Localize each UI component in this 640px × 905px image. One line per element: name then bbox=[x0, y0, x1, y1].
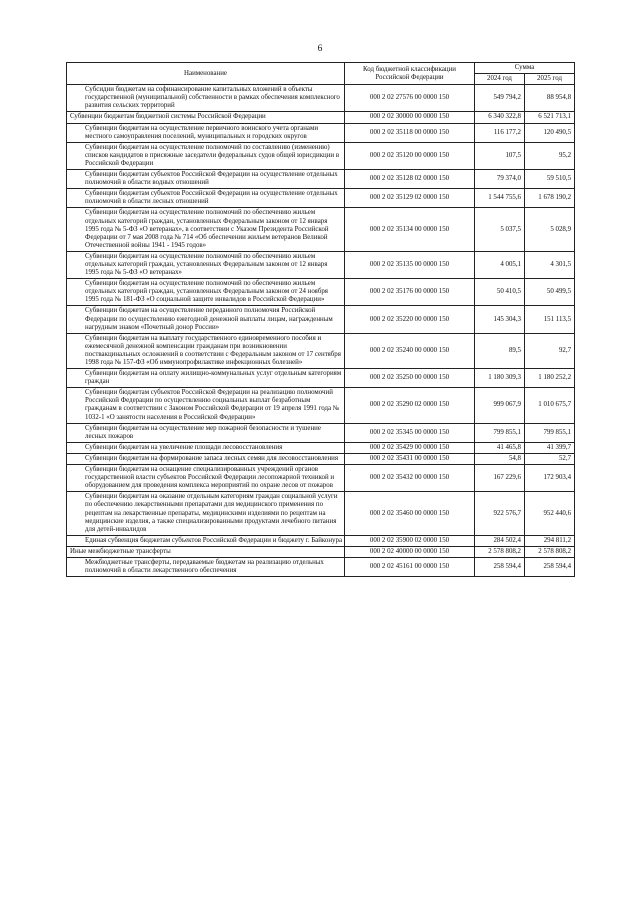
row-value-2025: 5 028,9 bbox=[525, 208, 575, 251]
row-name: Субвенции бюджетам на осуществление полномочий по обеспечению жильем отдельных категорий граждан, установленных Федеральным законом от 12 января 1995 года № 5-ФЗ «О ветеранах» bbox=[67, 251, 345, 278]
row-value-2025: 1 180 252,2 bbox=[525, 369, 575, 388]
table-row bbox=[67, 546, 575, 557]
row-value-2024: 6 340 322,8 bbox=[475, 112, 525, 123]
table-row bbox=[67, 557, 575, 576]
row-value-2024: 799 855,1 bbox=[475, 423, 525, 442]
row-code: 000 2 02 45161 00 0000 150 bbox=[345, 557, 475, 576]
table-row bbox=[67, 208, 575, 251]
row-code: 000 2 02 35460 00 0000 150 bbox=[345, 492, 475, 535]
row-code: 000 2 02 35118 00 0000 150 bbox=[345, 123, 475, 142]
table-row bbox=[67, 442, 575, 453]
row-value-2025: 92,7 bbox=[525, 333, 575, 368]
table-row bbox=[67, 279, 575, 306]
row-code: 000 2 02 35176 00 0000 150 bbox=[345, 279, 475, 306]
row-value-2024: 79 374,0 bbox=[475, 170, 525, 189]
row-code: 000 2 02 40000 00 0000 150 bbox=[345, 546, 475, 557]
header-year-2025: 2025 год bbox=[525, 74, 575, 85]
row-value-2025: 952 440,6 bbox=[525, 492, 575, 535]
table-row bbox=[67, 423, 575, 442]
row-value-2025: 52,7 bbox=[525, 453, 575, 464]
table-header bbox=[67, 63, 575, 85]
row-value-2025: 799 855,1 bbox=[525, 423, 575, 442]
row-name: Иные межбюджетные трансферты bbox=[67, 546, 345, 557]
row-code: 000 2 02 35345 00 0000 150 bbox=[345, 423, 475, 442]
table-row bbox=[67, 112, 575, 123]
row-value-2024: 54,8 bbox=[475, 453, 525, 464]
row-value-2024: 1 544 755,6 bbox=[475, 189, 525, 208]
row-code: 000 2 02 35134 00 0000 150 bbox=[345, 208, 475, 251]
table-row bbox=[67, 369, 575, 388]
row-code: 000 2 02 35220 00 0000 150 bbox=[345, 306, 475, 333]
row-value-2025: 59 510,5 bbox=[525, 170, 575, 189]
row-value-2024: 549 794,2 bbox=[475, 85, 525, 112]
row-name: Субвенции бюджетам на оснащение специализированных учреждений органов государственной власти субъектов Российской Федерации лесопожарной техникой и оборудованием для проведения комплекса мероприятий по охране лесов от пожаров bbox=[67, 465, 345, 492]
row-name: Субвенции бюджетам субъектов Российской Федерации на осуществление отдельных полномочий в области лесных отношений bbox=[67, 189, 345, 208]
row-value-2025: 172 903,4 bbox=[525, 465, 575, 492]
row-value-2024: 2 578 808,2 bbox=[475, 546, 525, 557]
row-value-2025: 151 113,5 bbox=[525, 306, 575, 333]
row-value-2024: 107,5 bbox=[475, 142, 525, 169]
row-code: 000 2 02 30000 00 0000 150 bbox=[345, 112, 475, 123]
row-name: Субвенции бюджетам на оплату жилищно-коммунальных услуг отдельным категориям граждан bbox=[67, 369, 345, 388]
row-value-2025: 50 499,5 bbox=[525, 279, 575, 306]
row-value-2025: 4 301,5 bbox=[525, 251, 575, 278]
row-name: Субвенции бюджетам на осуществление полномочий по обеспечению жильем отдельных категорий граждан, установленных Федеральным законом от 12 января 1995 года № 5-ФЗ «О ветеранах», в соответствии с Указом Президента Российской Федерации от 7 мая 2008 года № 714 «Об обеспечении жильем ветеранов Великой Отечественной войны 1941 - 1945 годов» bbox=[67, 208, 345, 251]
row-value-2025: 294 811,2 bbox=[525, 535, 575, 546]
header-year-2024: 2024 год bbox=[475, 74, 525, 85]
row-value-2024: 999 067,9 bbox=[475, 388, 525, 423]
row-value-2024: 41 465,8 bbox=[475, 442, 525, 453]
row-name: Субвенции бюджетам на осуществление мер пожарной безопасности и тушение лесных пожаров bbox=[67, 423, 345, 442]
table-row bbox=[67, 251, 575, 278]
row-code: 000 2 02 35240 00 0000 150 bbox=[345, 333, 475, 368]
row-name: Субвенции бюджетам на выплату государственного единовременного пособия и ежемесячной денежной компенсации гражданам при возникновении поствакцинальных осложнений в соответствии с Федеральным законом от 17 сентября 1998 года № 157-ФЗ «Об иммунопрофилактике инфекционных болезней» bbox=[67, 333, 345, 368]
row-name: Субвенции бюджетам субъектов Российской Федерации на реализацию полномочий Российской Федерации по осуществлению социальных выплат безработным гражданам в соответствии с Законом Российской Федерации от 19 апреля 1991 года № 1032-1 «О занятости населения в Российской Федерации» bbox=[67, 388, 345, 423]
table-row bbox=[67, 170, 575, 189]
row-value-2024: 284 502,4 bbox=[475, 535, 525, 546]
table-row bbox=[67, 85, 575, 112]
row-code: 000 2 02 27576 00 0000 150 bbox=[345, 85, 475, 112]
table-row bbox=[67, 189, 575, 208]
row-value-2025: 1 010 675,7 bbox=[525, 388, 575, 423]
header-sum: Сумма bbox=[475, 63, 575, 74]
row-name: Субвенции бюджетам бюджетной системы Российской Федерации bbox=[67, 112, 345, 123]
row-name: Субвенции бюджетам на увеличение площади лесовосстановления bbox=[67, 442, 345, 453]
table-row bbox=[67, 492, 575, 535]
row-value-2024: 1 180 309,3 bbox=[475, 369, 525, 388]
table-row bbox=[67, 333, 575, 368]
row-code: 000 2 02 35128 02 0000 150 bbox=[345, 170, 475, 189]
page-number: 6 bbox=[317, 44, 323, 54]
row-value-2025: 2 578 808,2 bbox=[525, 546, 575, 557]
row-code: 000 2 02 35120 00 0000 150 bbox=[345, 142, 475, 169]
row-name: Субвенции бюджетам на осуществление полномочий по составлению (изменению) списков кандидатов в присяжные заседатели федеральных судов общей юрисдикции в Российской Федерации bbox=[67, 142, 345, 169]
row-value-2024: 167 229,6 bbox=[475, 465, 525, 492]
row-name: Субвенции бюджетам на формирование запаса лесных семян для лесовосстановления bbox=[67, 453, 345, 464]
row-value-2024: 4 005,1 bbox=[475, 251, 525, 278]
row-value-2024: 5 037,5 bbox=[475, 208, 525, 251]
row-value-2025: 95,2 bbox=[525, 142, 575, 169]
row-value-2025: 41 399,7 bbox=[525, 442, 575, 453]
row-code: 000 2 02 35135 00 0000 150 bbox=[345, 251, 475, 278]
row-name: Субвенции бюджетам на осуществление первичного воинского учета органами местного самоуправления поселений, муниципальных и городских округов bbox=[67, 123, 345, 142]
row-code: 000 2 02 35250 00 0000 150 bbox=[345, 369, 475, 388]
table-row bbox=[67, 388, 575, 423]
row-value-2024: 922 576,7 bbox=[475, 492, 525, 535]
row-code: 000 2 02 35900 02 0000 150 bbox=[345, 535, 475, 546]
table-row bbox=[67, 453, 575, 464]
table-row bbox=[67, 535, 575, 546]
row-name: Субвенции бюджетам на осуществление полномочий по обеспечению жильем отдельных категорий граждан, установленных Федеральным законом от 24 ноября 1995 года № 181-ФЗ «О социальной защите инвалидов в Российской Федерации» bbox=[67, 279, 345, 306]
row-value-2025: 6 521 713,1 bbox=[525, 112, 575, 123]
row-value-2024: 89,5 bbox=[475, 333, 525, 368]
row-value-2025: 258 594,4 bbox=[525, 557, 575, 576]
budget-table bbox=[66, 62, 575, 577]
row-name: Субсидии бюджетам на софинансирование капитальных вложений в объекты государственной (муниципальной) собственности в рамках обеспечения комплексного развития сельских территорий bbox=[67, 85, 345, 112]
row-name: Субвенции бюджетам на оказание отдельным категориям граждан социальной услуги по обеспечению лекарственными препаратами для медицинского применения по рецептам на лекарственные препараты, медицинскими изделиями по рецептам на медицинские изделия, а также специализированными продуктами лечебного питания для детей-инвалидов bbox=[67, 492, 345, 535]
header-code: Код бюджетной классификации Российской Федерации bbox=[345, 63, 475, 85]
row-value-2024: 50 410,5 bbox=[475, 279, 525, 306]
table-row bbox=[67, 142, 575, 169]
row-code: 000 2 02 35129 02 0000 150 bbox=[345, 189, 475, 208]
row-value-2024: 258 594,4 bbox=[475, 557, 525, 576]
row-code: 000 2 02 35432 00 0000 150 bbox=[345, 465, 475, 492]
row-name: Субвенции бюджетам на осуществление переданного полномочия Российской Федерации по осуществлению ежегодной денежной выплаты лицам, награжденным нагрудным знаком «Почетный донор России» bbox=[67, 306, 345, 333]
row-name: Межбюджетные трансферты, передаваемые бюджетам на реализацию отдельных полномочий в области лекарственного обеспечения bbox=[67, 557, 345, 576]
table-row bbox=[67, 465, 575, 492]
row-value-2025: 88 954,8 bbox=[525, 85, 575, 112]
table-row bbox=[67, 123, 575, 142]
row-value-2025: 120 490,5 bbox=[525, 123, 575, 142]
row-code: 000 2 02 35429 00 0000 150 bbox=[345, 442, 475, 453]
row-value-2025: 1 678 190,2 bbox=[525, 189, 575, 208]
row-value-2024: 116 177,2 bbox=[475, 123, 525, 142]
row-code: 000 2 02 35290 02 0000 150 bbox=[345, 388, 475, 423]
header-name: Наименование bbox=[67, 63, 345, 85]
row-code: 000 2 02 35431 00 0000 150 bbox=[345, 453, 475, 464]
row-value-2024: 145 304,3 bbox=[475, 306, 525, 333]
table-body bbox=[67, 85, 575, 577]
table-row bbox=[67, 306, 575, 333]
row-name: Единая субвенция бюджетам субъектов Российской Федерации и бюджету г. Байконура bbox=[67, 535, 345, 546]
row-name: Субвенции бюджетам субъектов Российской Федерации на осуществление отдельных полномочий в области водных отношений bbox=[67, 170, 345, 189]
